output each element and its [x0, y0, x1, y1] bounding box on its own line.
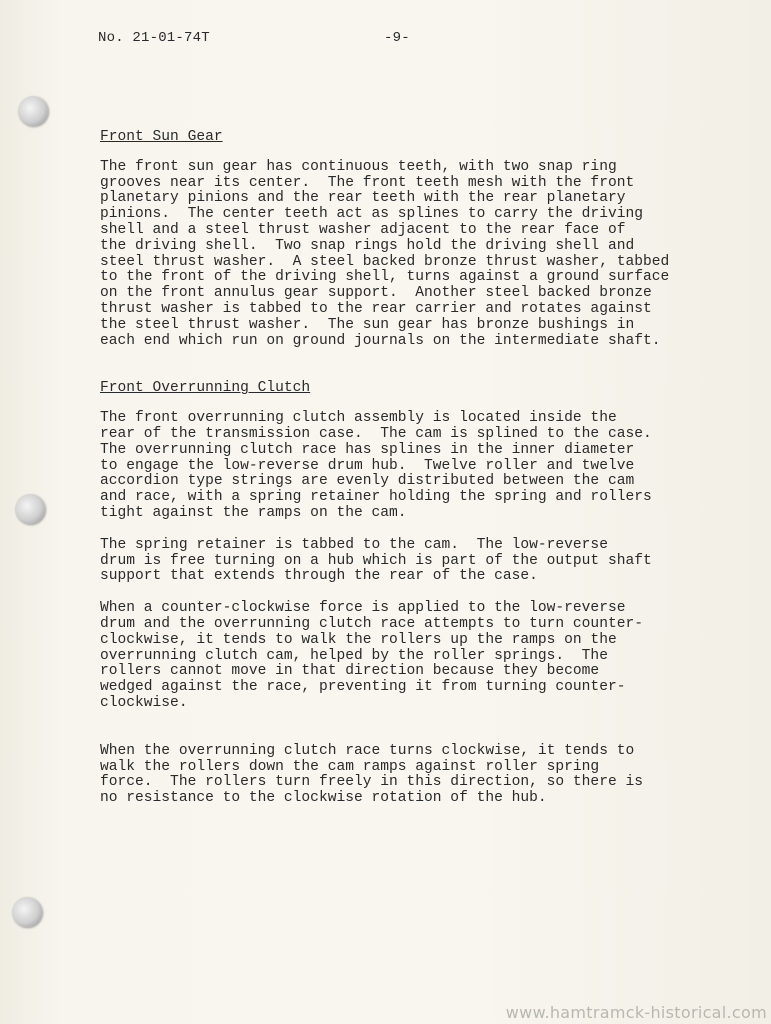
punch-hole	[18, 96, 48, 126]
punch-hole	[15, 494, 45, 524]
punch-hole	[12, 897, 42, 927]
page-body	[100, 130, 730, 807]
paragraph: When a counter-clockwise force is applied to the low-reverse drum and the overrunning clutch race attempts to turn counter- clockwise, it tends to walk the rollers up the ramps on the overrunning clutch cam, helped by the roller springs. The rollers cannot move in that direction because they become wedged against the race, preventing it from turning counter- clockwise.	[100, 600, 643, 711]
paragraph: The front overrunning clutch assembly is located inside the rear of the transmission case. The cam is splined to the case. The overrunning clutch race has splines in the inner diameter to engage the low-reverse drum hub. Twelve roller and twelve accordion type strings are evenly distributed between the cam and race, with a spring retainer holding the spring and rollers tight against the ramps on the cam.	[100, 410, 652, 521]
watermark: www.hamtramck-historical.com	[505, 1003, 767, 1022]
page-number: -9-	[384, 30, 410, 46]
section-heading-front-sun-gear: Front Sun Gear	[100, 129, 223, 145]
section-heading-front-overrunning-clutch: Front Overrunning Clutch	[100, 380, 311, 397]
paragraph: When the overrunning clutch race turns clockwise, it tends to walk the rollers down the cam ramps against roller spring force. The rollers turn freely in this direction, so there is no resistance to the clockwise rotation of the hub.	[100, 742, 643, 807]
paragraph: The spring retainer is tabbed to the cam. The low-reverse drum is free turning on a hub which is part of the output shaft support that extends through the rear of the case.	[100, 536, 652, 585]
paragraph: The front sun gear has continuous teeth, with two snap ring grooves near its center. The front teeth mesh with the front planetary pinions and the rear teeth with the rear planetary pinions. The center teeth act as splines to carry the driving shell and a steel thrust washer adjacent to the rear face of the driving shell. Two snap rings hold the driving shell and steel thrust washer. A steel backed bronze thrust washer, tabbed to the front of the driving shell, turns against a ground surface on the front annulus gear support. Another steel backed bronze thrust washer is tabbed to the rear carrier and rotates against the steel thrust washer. The sun gear has bronze bushings in each end which run on ground journals on the intermediate shaft.	[100, 158, 670, 349]
document-number: No. 21-01-74T	[98, 30, 210, 46]
